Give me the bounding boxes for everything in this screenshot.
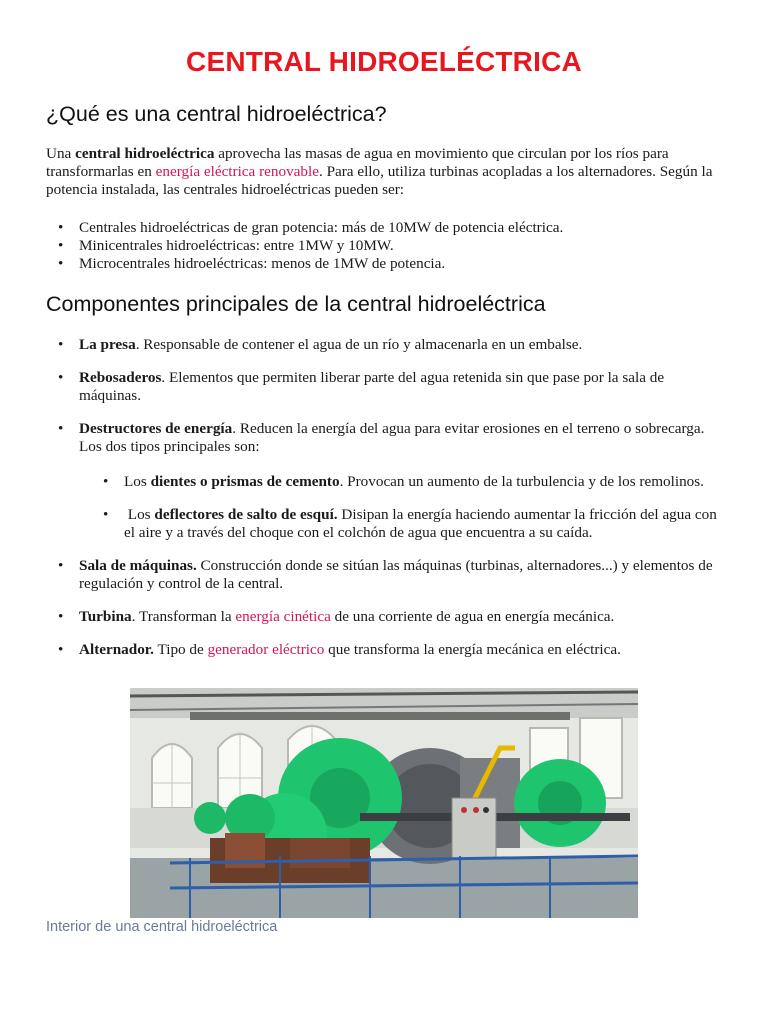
component-sala-maquinas bbox=[46, 557, 726, 593]
component-desc: que transforma la energía mecánica en eléctrica. bbox=[324, 641, 621, 658]
sub-prefix: Los bbox=[124, 506, 155, 523]
energy-dissipators-list bbox=[79, 473, 726, 542]
powerhouse-photo bbox=[130, 688, 638, 918]
intro-text: . Para ello, utiliza turbinas acopladas a los alternadores. Según la potencia instalada, las centrales hidroeléctricas pueden ser: bbox=[46, 163, 713, 198]
sub-desc: . Provocan un aumento de la turbulencia y de los remolinos. bbox=[339, 473, 704, 490]
component-rebosaderos bbox=[46, 369, 726, 405]
sub-term: dientes o prismas de cemento bbox=[150, 473, 340, 490]
component-presa bbox=[46, 336, 726, 354]
section-heading-components: Componentes principales de la central hidroeléctrica bbox=[46, 292, 546, 316]
component-desc: . Elementos que permiten liberar parte del agua retenida sin que pase por la sala de máquinas. bbox=[79, 369, 665, 404]
plant-types-list bbox=[46, 219, 726, 273]
list-item: • Microcentrales hidroeléctricas: menos de 1MW de potencia. bbox=[46, 255, 726, 273]
component-desc: de una corriente de agua en energía mecánica. bbox=[330, 608, 615, 625]
component-turbina bbox=[46, 608, 726, 626]
subcomponent-deflectores bbox=[79, 506, 726, 542]
component-alternador bbox=[46, 641, 726, 659]
intro-paragraph bbox=[46, 145, 726, 199]
component-desc: Tipo de bbox=[153, 641, 208, 658]
sub-term: deflectores de salto de esquí. bbox=[154, 506, 338, 523]
sub-prefix: Los bbox=[124, 473, 151, 490]
intro-text: aprovecha las masas de agua en movimiento que circulan por los ríos para transformarlas en bbox=[46, 145, 669, 180]
figure-caption: Interior de una central hidroeléctrica bbox=[46, 919, 278, 935]
component-term: La presa bbox=[79, 336, 136, 353]
component-term: Turbina bbox=[79, 608, 132, 625]
component-term: Rebosaderos bbox=[79, 369, 162, 386]
subcomponent-dientes bbox=[79, 473, 726, 491]
intro-text: Una bbox=[46, 145, 76, 162]
component-term: Sala de máquinas. bbox=[79, 557, 197, 574]
component-desc: Construcción donde se sitúan las máquinas (turbinas, alternadores...) y elementos de regulación y control de la central. bbox=[79, 557, 713, 592]
page-title: CENTRAL HIDROELÉCTRICA bbox=[186, 46, 582, 77]
sub-desc: Disipan la energía haciendo aumentar la fricción del agua con el aire y a través del choque con el colchón de agua que encuentra a su caída. bbox=[124, 506, 717, 541]
components-list bbox=[46, 336, 726, 674]
component-desc: . Reducen la energía del agua para evitar erosiones en el terreno o sobrecarga. Los dos tipos principales son: bbox=[79, 420, 705, 455]
intro-bold-term: central hidroeléctrica bbox=[75, 145, 215, 162]
link-renewable-energy[interactable]: energía eléctrica renovable bbox=[155, 163, 319, 180]
section-heading-what-is: ¿Qué es una central hidroeléctrica? bbox=[46, 102, 387, 126]
component-desc: . Transforman la bbox=[131, 608, 236, 625]
component-term: Alternador. bbox=[79, 641, 154, 658]
component-desc: . Responsable de contener el agua de un río y almacenarla en un embalse. bbox=[135, 336, 583, 353]
link-electric-generator[interactable]: generador eléctrico bbox=[207, 641, 325, 658]
link-kinetic-energy[interactable]: energía cinética bbox=[235, 608, 331, 625]
powerhouse-illustration bbox=[130, 688, 638, 918]
list-item: • Minicentrales hidroeléctricas: entre 1MW y 10MW. bbox=[46, 237, 726, 255]
component-term: Destructores de energía bbox=[79, 420, 233, 437]
component-destructores bbox=[46, 420, 726, 542]
list-item: • Centrales hidroeléctricas de gran potencia: más de 10MW de potencia eléctrica. bbox=[46, 219, 726, 237]
